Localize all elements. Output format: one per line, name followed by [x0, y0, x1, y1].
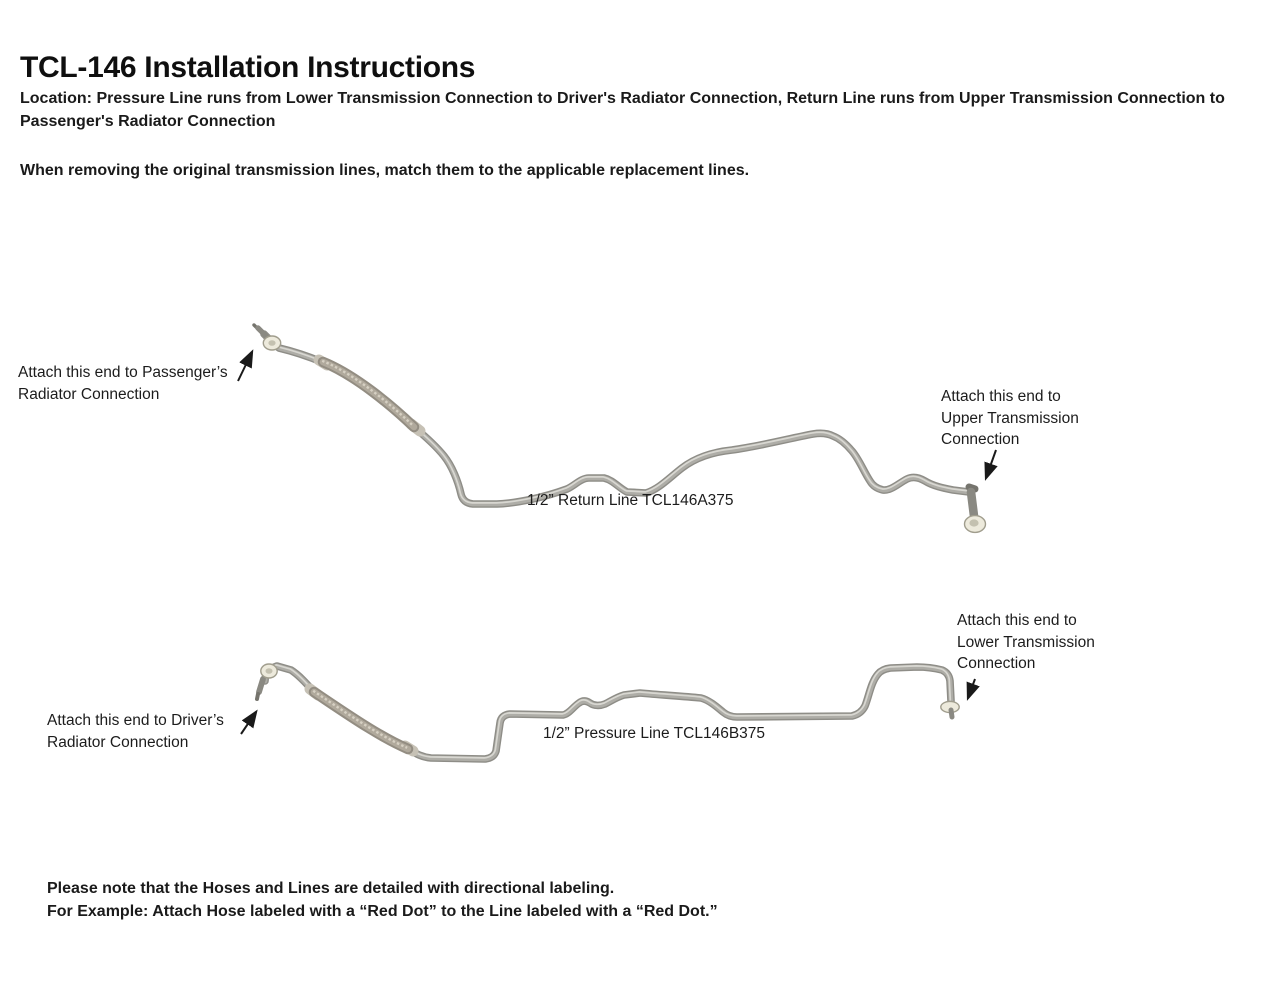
pressure-line-highlight	[264, 665, 950, 758]
pressure-line-tube	[257, 664, 959, 759]
fitting-body	[971, 492, 974, 516]
callout-arrows	[238, 352, 996, 734]
return-line-part-label: 1/2” Return Line TCL146A375	[527, 492, 734, 509]
fitting-stub	[258, 328, 268, 338]
callout-upper-transmission: Attach this end to Upper Transmission Connection	[941, 388, 1079, 448]
return-line-left-fitting	[254, 325, 281, 350]
location-description: Location: Pressure Line runs from Lower Transmission Connection to Driver's Radiator Connection, Return Line runs from Upper Transmission Connection to Passenger's Radiator Connection	[20, 90, 1225, 130]
return-line-right-fitting	[965, 487, 986, 532]
pressure-line-path	[265, 666, 951, 759]
return-line-shading	[264, 334, 969, 504]
return-line-highlight	[263, 333, 968, 503]
fitting-thread-tip	[257, 694, 258, 699]
washer-hole	[266, 668, 273, 674]
fitting-stub	[259, 679, 263, 692]
pressure-line-part-label: 1/2” Pressure Line TCL146B375	[543, 725, 766, 742]
pressure-line-right-fitting	[941, 701, 959, 717]
note-line-2: For Example: Attach Hose labeled with a “Red Dot” to the Line labeled with a “Red Dot.”	[47, 903, 718, 920]
callout-lower-transmission: Attach this end to Lower Transmission Connection	[957, 612, 1095, 672]
pressure-line-braided-hose	[310, 689, 413, 751]
directional-labeling-note	[47, 877, 947, 923]
note-line-1: Please note that the Hoses and Lines are detailed with directional labeling.	[47, 880, 615, 897]
arrow-icon	[968, 679, 975, 698]
callout-passenger-radiator: Attach this end to Passenger’s Radiator Connection	[18, 364, 228, 403]
callout-driver-radiator: Attach this end to Driver’s Radiator Connection	[47, 712, 224, 751]
arrow-icon	[986, 450, 996, 478]
washer-hole	[268, 340, 275, 346]
fitting-stub	[951, 710, 952, 717]
return-line-path	[264, 334, 969, 504]
washer-hole	[969, 519, 978, 526]
page-title: TCL-146 Installation Instructions	[20, 51, 476, 85]
return-line-braided-hose	[319, 360, 420, 431]
removal-note: When removing the original transmission lines, match them to the applicable replacement lines.	[20, 162, 750, 179]
